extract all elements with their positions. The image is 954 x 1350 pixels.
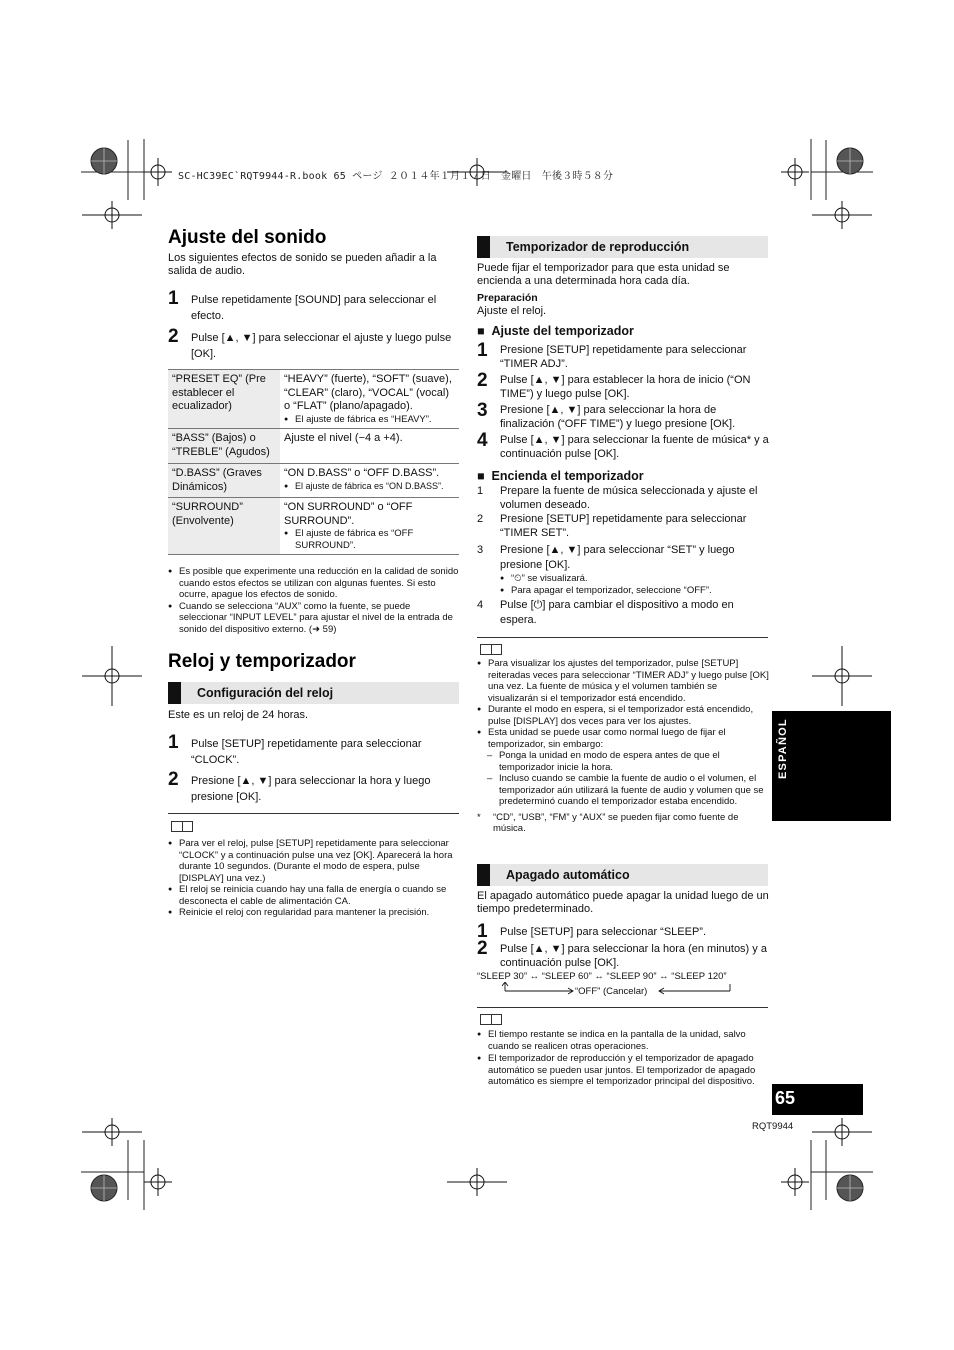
section-bar-timer: Temporizador de reproducción (477, 236, 768, 258)
language-tab: ESPAÑOL (772, 711, 891, 821)
table-row: “SURROUND” (Envolvente) “ON SURROUND” o “OFF SURROUND”. ● El ajuste de fábrica es “OFF SURROUND”. (168, 498, 459, 555)
reloj-title: Reloj y temporizador (168, 651, 356, 672)
auto-off-intro: El apagado automático puede apagar la unidad luego de un tiempo predeterminado. (477, 890, 769, 915)
page-number-box (772, 1084, 863, 1115)
auto-off-notes: ● El tiempo restante se indica en la pantalla de la unidad, salvo cuando se realicen otras operaciones. ● El temporizador de reproducción y el temporizador de apagado automático se pueden usar juntos. El temporizador de apagado automático es siempre el temporizador principal del dispositivo. (477, 1029, 769, 1088)
step-2: 2 Pulse [▲, ▼] para establecer la hora de inicio (“ON TIME”) y luego pulse [OK]. (477, 370, 751, 400)
step-4: 4 Pulse [▲, ▼] para seleccionar la fuente de música* y a continuación pulse [OK]. (477, 430, 769, 460)
on-steps: 1 Prepare la fuente de música seleccionada y ajuste el volumen deseado. 2 Presione [SETUP] repetidamente para seleccionar “TIMER SET”. 3 Presione [▲, ▼] para seleccionar “SET” y luego presione [OK]. ● “⏲” se visualizará. ● Para apagar el temporizador, seleccione “OFF”. 4 Pulse [⏻] para cambiar el dispositivo a modo en espera. (477, 485, 769, 628)
on-title: ■ Encienda el temporizador (477, 469, 644, 483)
divider (168, 813, 459, 814)
divider (477, 1007, 768, 1008)
section-bar-clock: Configuración del reloj (168, 682, 459, 704)
sleep-sequence: “SLEEP 30” ↔ “SLEEP 60” ↔ “SLEEP 90” ↔ “SLEEP 120” (477, 971, 727, 982)
reloj-steps (168, 732, 460, 805)
reloj-intro: Este es un reloj de 24 horas. (168, 709, 309, 721)
step-1: 1 Pulse [SETUP] para seleccionar “SLEEP”. (477, 921, 707, 942)
step-1: 1 Pulse repetidamente [SOUND] para seleccionar el efecto. (168, 288, 437, 322)
section-bar-auto-off: Apagado automático (477, 864, 768, 886)
doc-code: RQT9944 (752, 1121, 794, 1132)
step-3: 3 Presione [▲, ▼] para seleccionar la hora de finalización (“OFF TIME”) y luego presione [OK]. (477, 400, 736, 430)
sonido-title: Ajuste del sonido (168, 227, 327, 248)
table-row: “PRESET EQ” (Pre establecer el ecualizador) “HEAVY” (fuerte), “SOFT” (suave), “CLEAR” (claro), “VOCAL” (vocal) o “FLAT” (plano/apagado). ● El ajuste de fábrica es “HEAVY”. (168, 370, 459, 429)
step-2: 2 Pulse [▲, ▼] para seleccionar la hora (en minutos) y a continuación pulse [OK]. (477, 938, 767, 969)
table-row: “BASS” (Bajos) o “TREBLE” (Agudos) Ajuste el nivel (−4 a +4). (168, 429, 459, 464)
table-row: “D.BASS” (Graves Dinámicos) “ON D.BASS” o “OFF D.BASS”. ● El ajuste de fábrica es “ON D.BASS”. (168, 464, 459, 498)
page-number: 65 (775, 1088, 796, 1108)
adjust-title: ■ Ajuste del temporizador (477, 324, 634, 338)
auto-off-steps (477, 921, 769, 970)
sound-effects-table (168, 369, 459, 555)
step-2: 2 Pulse [▲, ▼] para seleccionar el ajuste y luego pulse [OK]. (168, 326, 452, 360)
prep-text: Ajuste el reloj. (477, 305, 547, 317)
step-2: 2 Presione [▲, ▼] para seleccionar la hora y luego presione [OK]. (168, 769, 431, 803)
step-3: 3 Presione [▲, ▼] para seleccionar “SET” y luego presione [OK]. (477, 544, 735, 571)
prep-label: Preparación (477, 292, 538, 304)
timer-notes: ● Para visualizar los ajustes del temporizador, pulse [SETUP] reiteradas veces para seleccionar “TIMER ADJ” y luego pulse [OK] una vez. La fuente de música y el volumen también se visualizarán si el temporizador está encendido. ● Durante el modo en espera, si el temporizador está encendido, pulse [DISPLAY] dos veces para ver los ajustes. ● Esta unidad se puede usar como normal luego de fijar el temporizador, sin embargo: – Ponga la unidad en modo de espera antes de que el temporizador inicie la hora. – Incluso cuando se cambie la fuente de audio o el volumen, el temporizador aún utilizará la fuente de audio y volumen que se predeterminó cuando el temporizador estaba encendido. * “CD”, “USB”, “FM” y “AUX” se pueden fijar como fuente de música. (477, 658, 769, 835)
sleep-off-label: “OFF” (Cancelar) (575, 986, 648, 997)
reloj-notes: ● Para ver el reloj, pulse [SETUP] repetidamente para seleccionar “CLOCK” y a continuación pulse una vez [OK]. Aparecerá la hora durante 10 segundos. (Durante el modo de espera, pulse [DISPLAY] una vez.) ● El reloj se reinicia cuando hay una falla de energía o cuando se desconecta el cable de alimentación CA. ● Reinicie el reloj con regularidad para mantener la precisión. (168, 838, 460, 919)
book-header: SC-HC39EC`RQT9944-R.book 65 ページ ２０１４年１月１７日 金曜日 午後３時５８分 (178, 171, 614, 182)
sonido-intro: Los siguientes efectos de sonido se pueden añadir a la salida de audio. (168, 252, 437, 277)
adjust-steps (477, 340, 769, 461)
step-1: 1 Prepare la fuente de música seleccionada y ajuste el volumen deseado. (477, 485, 758, 511)
note-book-icon (171, 821, 193, 832)
sonido-steps (168, 288, 460, 362)
note-book-icon (480, 644, 502, 655)
sonido-notes: ● Es posible que experimente una reducción en la calidad de sonido cuando estos efectos se utilizan con algunas fuentes. Si esto ocurre, apague los efectos de sonido. ● Cuando se selecciona “AUX” como la fuente, se puede seleccionar “INPUT LEVEL” para ajustar el nivel de la entrada de sonido del dispositivo externo. (➜ 59) (168, 566, 460, 635)
step-2: 2 Presione [SETUP] repetidamente para seleccionar “TIMER SET”. (477, 513, 747, 539)
step-1: 1 Presione [SETUP] repetidamente para seleccionar “TIMER ADJ”. (477, 340, 747, 370)
timer-intro: Puede fijar el temporizador para que esta unidad se encienda a una determinada hora cada día. (477, 262, 730, 287)
step-1: 1 Pulse [SETUP] repetidamente para seleccionar “CLOCK”. (168, 732, 422, 766)
step-4: 4 Pulse [⏻] para cambiar el dispositivo a modo en espera. (477, 599, 734, 626)
note-book-icon (480, 1014, 502, 1025)
divider (477, 637, 768, 638)
